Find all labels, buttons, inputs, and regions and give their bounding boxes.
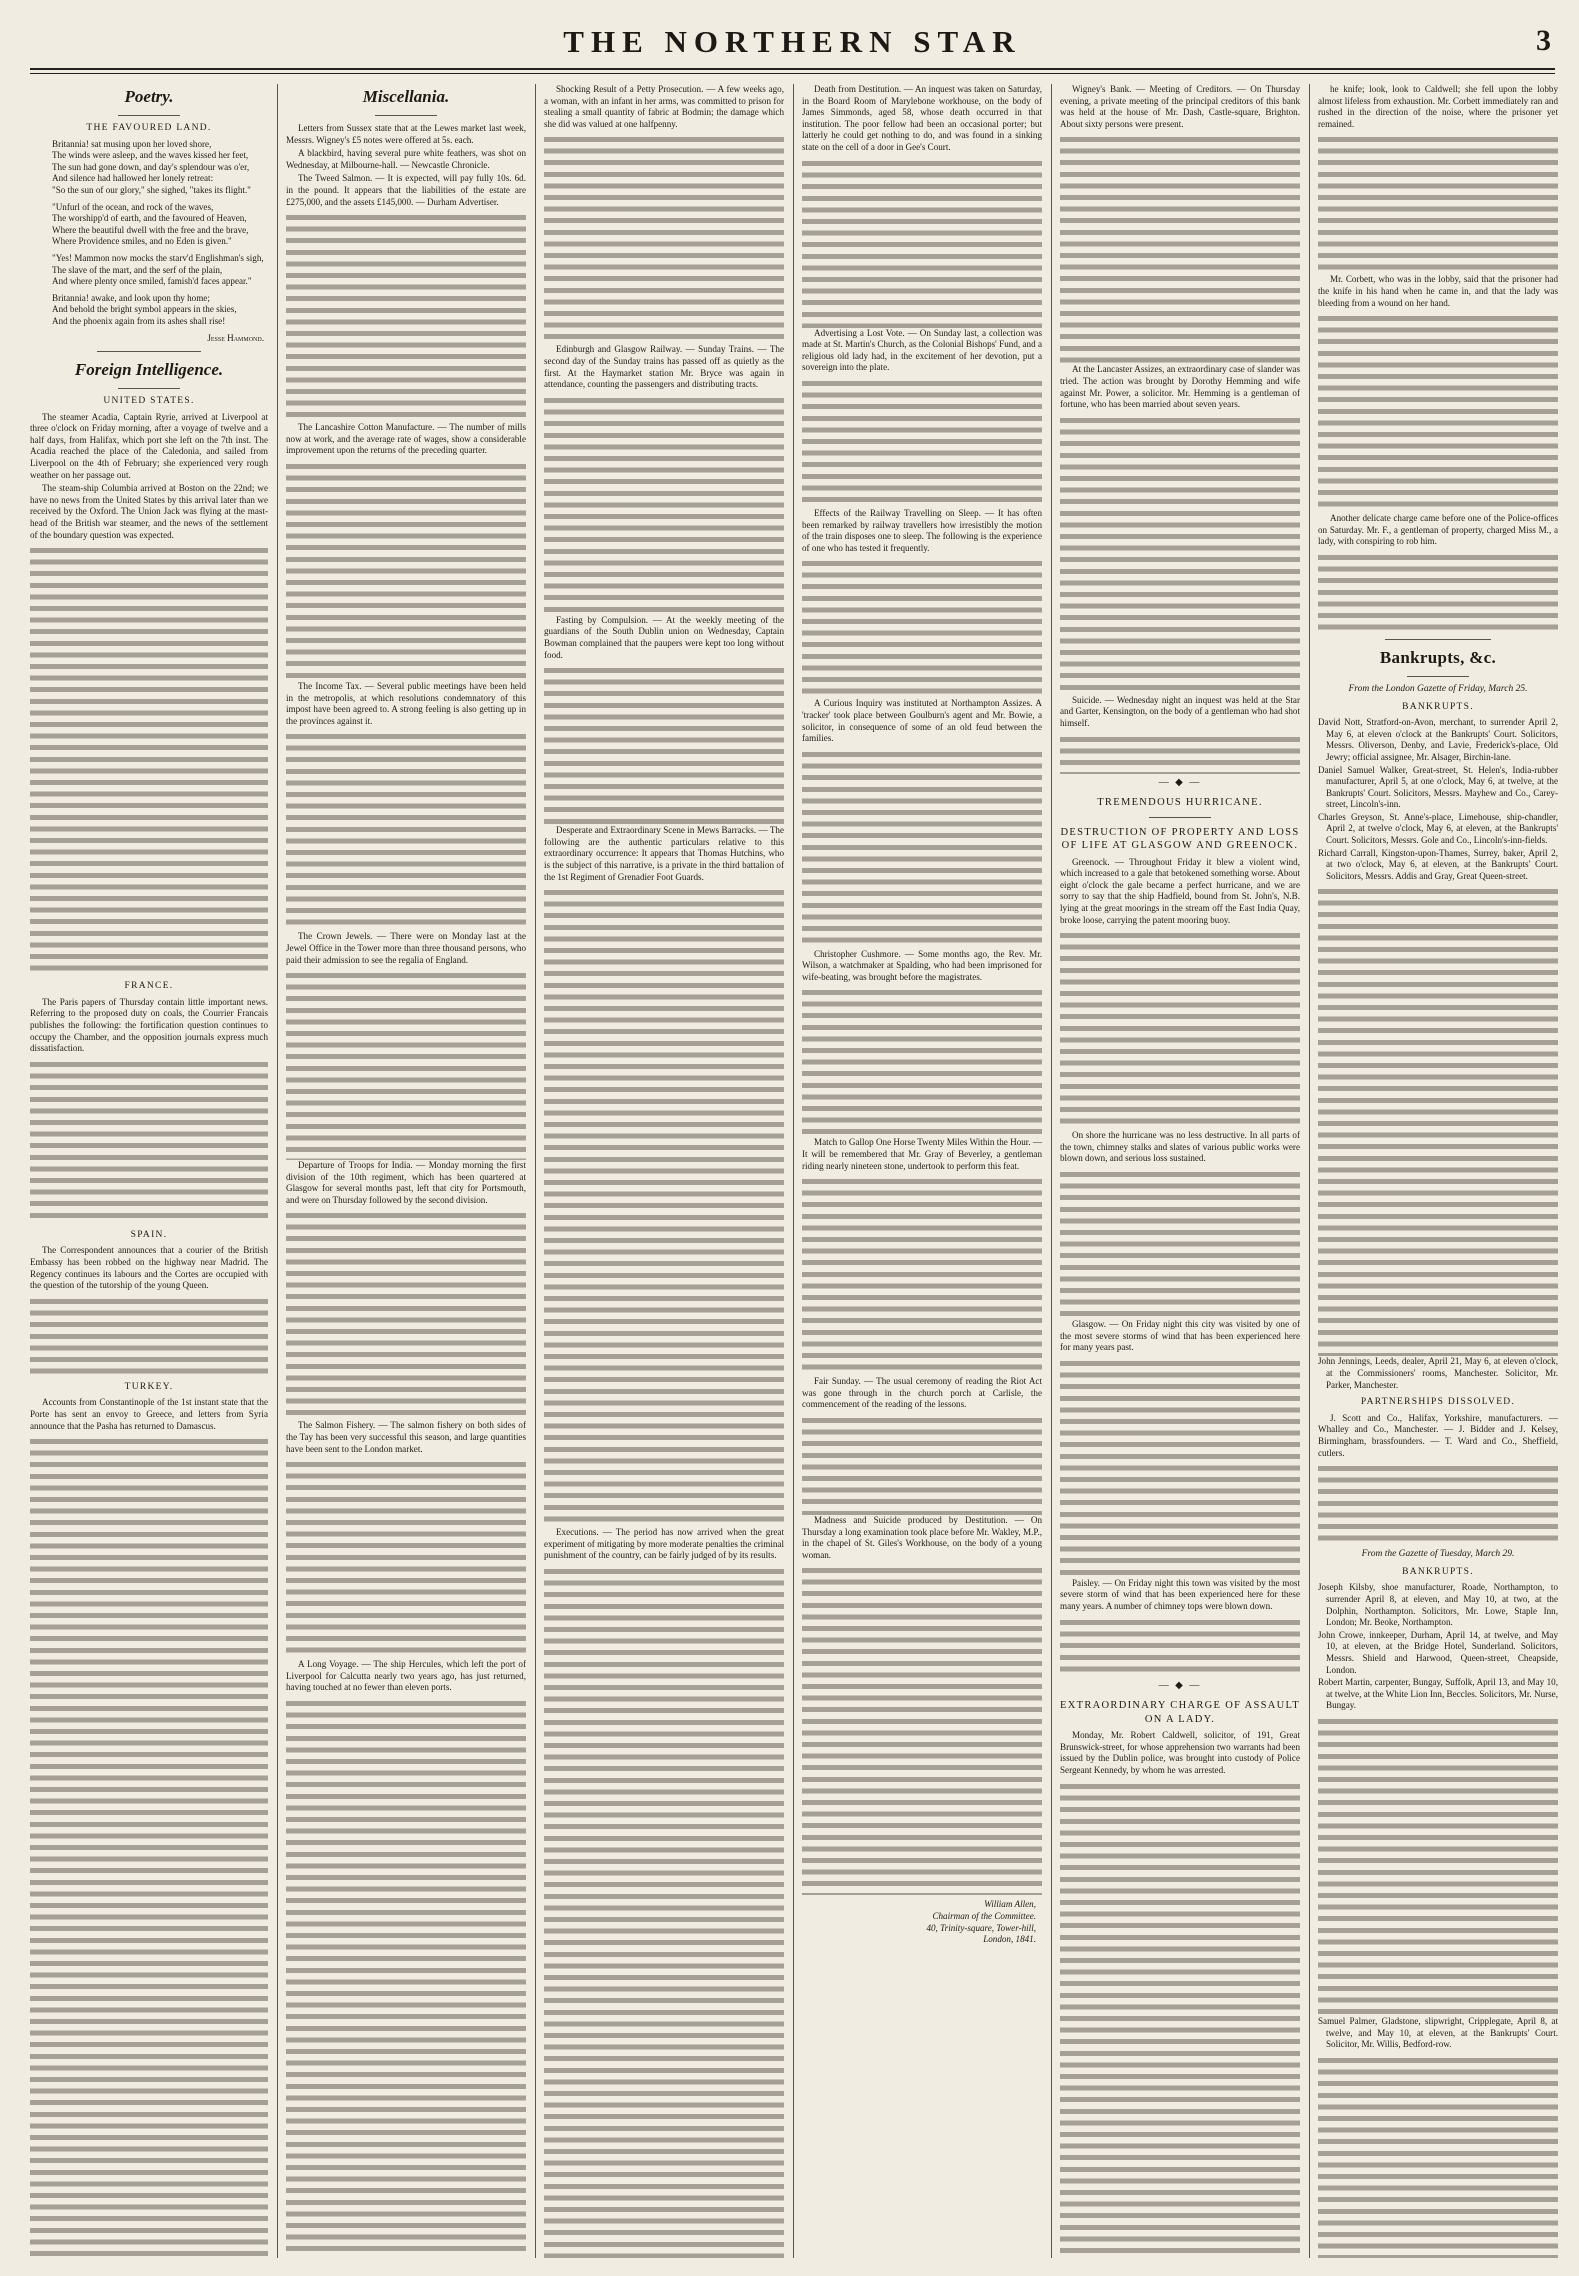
body-text-block bbox=[802, 1565, 1042, 1895]
body-text-block bbox=[802, 749, 1042, 949]
masthead bbox=[30, 0, 1555, 78]
news-item: Match to Gallop One Horse Twenty Miles Within the Hour. — It will be remembered that Mr. Gray of Beverley, a gentleman riding nearly nineteen stone, undertook to perform this feat. bbox=[802, 1137, 1042, 1171]
masthead-rule bbox=[30, 68, 1555, 70]
divider bbox=[118, 388, 180, 389]
article-paragraph: The Correspondent announces that a courier of the British Embassy has been robbed on the highway near Madrid. The Regency continues its labours and the Cortes are occupied with the question of the tutorship of the young Queen. bbox=[30, 1245, 268, 1291]
news-item: Fair Sunday. — The usual ceremony of reading the Riot Act was gone through in the church porch at Carlisle, the commencement of the reading of the lessons. bbox=[802, 1376, 1042, 1410]
column-rule bbox=[793, 84, 794, 2258]
divider bbox=[1149, 817, 1211, 818]
poem-title: THE FAVOURED LAND. bbox=[86, 123, 212, 133]
divider bbox=[118, 115, 180, 116]
news-item: Letters from Sussex state that at the Lewes market last week, Messrs. Wigney's £5 notes were offered at 5s. each. bbox=[286, 123, 526, 145]
bankrupt-entry: Robert Martin, carpenter, Bungay, Suffolk, April 13, and May 10, at twelve, at the White Lion Inn, Beccles. Solicitors, Mr. Nurse, Bungay. bbox=[1318, 1677, 1558, 1711]
news-item: Mr. Corbett, who was in the lobby, said that the prisoner had the knife in his hand when he came in, and that the lady was bleeding from a wound on her hand. bbox=[1318, 274, 1558, 308]
news-item: A Curious Inquiry was instituted at Northampton Assizes. A 'tracker' took place between Goulburn's agent and Mr. Bowie, a solicitor, in consequence of some of an old feud between the families. bbox=[802, 698, 1042, 744]
bankrupt-entry: John Crowe, innkeeper, Durham, April 14, at twelve, and May 10, at eleven, at the Bridge Hotel, Sunderland. Solicitors, Messrs. Shield and Harwood, Queen-street, Cheapside, London. bbox=[1318, 1629, 1558, 1675]
committee-signoff: William Allen, Chairman of the Committee. 40, Trinity-square, Tower-hill, London, 1841. bbox=[926, 1899, 1036, 1945]
news-item: The Salmon Fishery. — The salmon fishery on both sides of the Tay has been very successful this season, and large quantities have been sent to the London market. bbox=[286, 1420, 526, 1454]
news-item: The Income Tax. — Several public meetings have been held in the metropolis, at which resolutions condemnatory of this impost have been agreed to. A strong feeling is also getting up in the provinces against it. bbox=[286, 680, 526, 726]
body-text-block bbox=[30, 1436, 268, 2258]
news-item: Desperate and Extraordinary Scene in Mews Barracks. — The following are the authentic particulars relative to this extraordinary occurrence: It appears that Thomas Hutchins, who is the subject of this narrative, is a private in the third battalion of the 1st Regiment of Grenadier Foot Guards. bbox=[544, 825, 784, 882]
poem-stanza: Britannia! sat musing upon her loved shore, The winds were asleep, and the waves kissed her feet, The sun had gone down, and day's splendour was o'er, And silence had hallowed her lonely retreat: "So the sun of our glory," she sighed, "takes its flight." bbox=[52, 138, 251, 195]
news-item: Greenock. — Throughout Friday it blew a violent wind, which increased to a gale that betokened something worse. About eight o'clock the gale became a perfect hurricane, and we are sorry to say that the ship Hadfield, bound from St. John's, N.B. lying at the great moorings in the stream off the East India Quay, broke loose, carrying the patent mooring buoy. bbox=[1060, 856, 1300, 925]
bankrupt-entry: Richard Carrall, Kingston-upon-Thames, Surrey, baker, April 2, at two o'clock, May 6, at eleven, at the Bankrupts' Court. Solicitors, Messrs. Addis and Gray, Great Queen-street. bbox=[1318, 847, 1558, 881]
column-3 bbox=[544, 84, 784, 2258]
body-text-block bbox=[30, 545, 268, 975]
gazette-date-tuesday: From the Gazette of Tuesday, March 29. bbox=[1361, 1549, 1515, 1560]
news-item: Christopher Cushmore. — Some months ago, the Rev. Mr. Wilson, a watchmaker at Spalding, who had been imprisoned for wife-beating, was brought before the magistrates. bbox=[802, 948, 1042, 982]
article-paragraph: The steam-ship Columbia arrived at Boston on the 22nd; we have no news from the United States by this arrival later than we received by the Oxford. The Union Jack was flying at the mast-head of the British war steamer, and the news of the settlement of the boundary question was expected. bbox=[30, 483, 268, 540]
body-text-block bbox=[286, 1210, 526, 1420]
body-text-block bbox=[802, 1415, 1042, 1515]
news-item: Suicide. — Wednesday night an inquest was held at the Star and Garter, Kensington, on the body of a gentleman who had shot himself. bbox=[1060, 694, 1300, 728]
bankrupts-heading: Bankrupts, &c. bbox=[1379, 647, 1497, 667]
poem-stanza: "Unfurl of the ocean, and rock of the waves, The worshipp'd of earth, and the favoured of Heaven, Where the beautiful dwell with the free and the brave, Where Providence smiles, and no Eden is given." bbox=[52, 201, 249, 247]
news-item: Advertising a Lost Vote. — On Sunday last, a collection was made at St. Martin's Church, as the Colonial Bishops' Fund, and a religious old lady had, in the excitement of her devotion, put a sovereign into the plate. bbox=[802, 327, 1042, 373]
news-item: On shore the hurricane was no less destructive. In all parts of the town, chimney stalks and slates of various public works were blown down, and serious loss sustained. bbox=[1060, 1130, 1300, 1164]
body-text-block bbox=[802, 378, 1042, 508]
news-item: Madness and Suicide produced by Destitution. — On Thursday a long examination took place before Mr. Wakley, M.P., in the chapel of St. Giles's Workhouse, on the body of a young woman. bbox=[802, 1515, 1042, 1560]
body-text-block bbox=[286, 731, 526, 931]
section-heading-france: FRANCE. bbox=[124, 981, 174, 992]
body-text-block bbox=[1318, 886, 1558, 1356]
news-item: Monday, Mr. Robert Caldwell, solicitor, of 191, Great Brunswick-street, for whose apprehension two warrants had been issued by the Dublin police, was brought into custody of Police Sergeant Kennedy, by whom he was arrested. bbox=[1060, 1730, 1300, 1775]
bankrupt-entry: David Nott, Stratford-on-Avon, merchant, to surrender April 2, May 6, at eleven o'clock at the Bankrupts' Court. Solicitors, Messrs. Oliverson, Denby, and Lavie, Frederick's-place, Old Jewry; official assignee, Mr. Alsager, Birchin-lane. bbox=[1318, 717, 1558, 762]
news-item: Shocking Result of a Petty Prosecution. — A few weeks ago, a woman, with an infant in her arms, was committed to prison for stealing a small quantity of fabric at Bodmin; the damage which she did was valued at one halfpenny. bbox=[544, 84, 784, 129]
column-2 bbox=[286, 84, 526, 2258]
body-text-block bbox=[1060, 134, 1300, 364]
body-text-block bbox=[1318, 1463, 1558, 1543]
poem-signature: Jesse Hammond. bbox=[207, 332, 264, 343]
body-text-block bbox=[1060, 1781, 1300, 2259]
divider bbox=[1385, 639, 1491, 640]
body-text-block bbox=[286, 1459, 526, 1659]
gazette-date-friday: From the London Gazette of Friday, March 25. bbox=[1348, 683, 1528, 694]
news-item: The Lancashire Cotton Manufacture. — The number of mills now at work, and the average rate of wages, show a considerable improvement upon the returns of the preceding quarter. bbox=[286, 422, 526, 456]
news-item: Death from Destitution. — An inquest was taken on Saturday, in the Board Room of Marylebone workhouse, on the body of James Simmonds, aged 58, whose death occurred in that institution. The poor fellow had been an occasional porter; but latterly he could get nothing to do, and was found in a sinking state on the cell of a door in Gee's Court. bbox=[802, 84, 1042, 152]
news-item: A blackbird, having several pure white feathers, was shot on Wednesday, at Milbourne-hall. — Newcastle Chronicle. bbox=[286, 148, 526, 170]
body-text-block bbox=[286, 970, 526, 1160]
masthead-rule-thin bbox=[30, 73, 1555, 74]
body-text-block bbox=[1060, 930, 1300, 1130]
partnerships-text: J. Scott and Co., Halifax, Yorkshire, manufacturers. — Whalley and Co., Manchester. — J. Bidder and J. Kelsey, Birmingham, brassfounders. — T. Ward and Co., Sheffield, cutlers. bbox=[1318, 1412, 1558, 1458]
poem-stanza: Britannia! awake, and look upon thy home; And behold the bright symbol appears in the skies, And the phoenix again from its ashes shall rise! bbox=[52, 292, 237, 326]
body-text-block bbox=[1318, 134, 1558, 274]
body-text-block bbox=[1318, 552, 1558, 632]
column-rule bbox=[1051, 84, 1052, 2258]
body-text-block bbox=[1318, 313, 1558, 513]
hurricane-subheading: DESTRUCTION OF PROPERTY AND LOSS OF LIFE AT GLASGOW AND GREENOCK. bbox=[1060, 826, 1300, 852]
body-text-block bbox=[286, 461, 526, 681]
foreign-intelligence-heading: Foreign Intelligence. bbox=[74, 360, 224, 380]
bankrupt-entry: Daniel Samuel Walker, Great-street, St. Helen's, India-rubber manufacturer, April 5, at one o'clock, May 6, at twelve, at the Bankrupts' Court. Solicitors, Messrs. Mayhew and Co., Carey-street, Lincoln's-inn. bbox=[1318, 764, 1558, 810]
news-item: The Crown Jewels. — There were on Monday last at the Jewel Office in the Tower more than three thousand persons, who paid their admission to see the regalia of England. bbox=[286, 931, 526, 965]
body-text-block bbox=[1060, 415, 1300, 695]
body-text-block bbox=[30, 1296, 268, 1376]
assault-heading: EXTRAORDINARY CHARGE OF ASSAULT ON A LADY. bbox=[1060, 1700, 1300, 1725]
body-text-block bbox=[544, 665, 784, 825]
news-item: Edinburgh and Glasgow Railway. — Sunday Trains. — The second day of the Sunday trains has passed off as quietly as the first. At the Haymarket station Mr. Bryce was again in attendance, counting the passengers and distributing tracts. bbox=[544, 344, 784, 390]
body-text-block bbox=[544, 134, 784, 344]
divider bbox=[1407, 676, 1469, 677]
divider bbox=[375, 115, 437, 116]
news-item: Departure of Troops for India. — Monday morning the first division of the 10th regiment, which has been quartered at Glasgow for several months past, left that city for Portsmouth, and were on Thursday followed by the second division. bbox=[286, 1160, 526, 1205]
body-text-block bbox=[1318, 1716, 1558, 2016]
news-item: Executions. — The period has now arrived when the great experiment of mitigating by more moderate penalties the criminal punishment of the country, can be fairly judged of by its results. bbox=[544, 1527, 784, 1561]
section-heading-united-states: UNITED STATES. bbox=[103, 396, 195, 407]
body-text-block bbox=[30, 1059, 268, 1224]
body-text-block bbox=[802, 987, 1042, 1137]
ornamental-divider: — ◆ — bbox=[1158, 776, 1202, 788]
body-text-block bbox=[802, 558, 1042, 698]
news-item: Fasting by Compulsion. — At the weekly meeting of the guardians of the South Dublin union on Wednesday, Captain Bowman complained that the paupers were kept too long without food. bbox=[544, 614, 784, 660]
news-item: Glasgow. — On Friday night this city was visited by one of the most severe storms of wind that has been experienced here for many years past. bbox=[1060, 1318, 1300, 1353]
page-number: 3 bbox=[1536, 24, 1551, 57]
news-item: The Tweed Salmon. — It is expected, will pay fully 10s. 6d. in the pound. It appears that the liabilities of the estate are £275,000, and the assets £145,000. — Durham Advertiser. bbox=[286, 173, 526, 207]
column-5 bbox=[1060, 84, 1300, 2258]
news-item: A Long Voyage. — The ship Hercules, which left the port of Liverpool for Calcutta nearly two years ago, has just returned, having touched at no fewer than eleven ports. bbox=[286, 1659, 526, 1693]
column-6 bbox=[1318, 84, 1558, 2258]
body-text-block bbox=[286, 212, 526, 422]
ornamental-divider: — ◆ — bbox=[1158, 1679, 1202, 1691]
article-paragraph: The steamer Acadia, Captain Ryrie, arrived at Liverpool at three o'clock on Friday morning, after a voyage of twelve and a half days, from Halifax, which port she left on the 7th inst. The Acadia reached the place of the Caledonia, and sailed from Liverpool on the 4th of February; she experienced very rough weather on her passage out. bbox=[30, 411, 268, 480]
news-item: At the Lancaster Assizes, an extraordinary case of slander was tried. The action was brought by Dorothy Hemming and wife against Mr. Power, a solicitor. Mr. Hemming is a gentleman of fortune, who has been married about seven years. bbox=[1060, 364, 1300, 410]
bankrupt-entry: John Jennings, Leeds, dealer, April 21, May 6, at eleven o'clock, at the Commissioners' rooms, Manchester. Solicitor, Mr. Parker, Manchester. bbox=[1318, 1356, 1558, 1390]
news-item: Effects of the Railway Travelling on Sleep. — It has often been remarked by railway travellers how irresistibly the motion of the train disposes one to sleep. The following is the experience of one who has tested it frequently. bbox=[802, 507, 1042, 553]
body-text-block bbox=[802, 158, 1042, 328]
article-paragraph: Accounts from Constantinople of the 1st instant state that the Porte has sent an envoy to Greece, and letters from Syria announce that the Pasha has returned to Damascus. bbox=[30, 1397, 268, 1431]
article-paragraph: The Paris papers of Thursday contain little important news. Referring to the proposed duty on coals, the Courrier Francais publishes the following: the fortification question continues to occupy the Chamber, and the opposition journals express much dissatisfaction. bbox=[30, 996, 268, 1054]
body-text-block bbox=[1060, 1169, 1300, 1319]
miscellania-heading: Miscellania. bbox=[362, 87, 450, 106]
bankrupts-label: BANKRUPTS. bbox=[1402, 1566, 1474, 1577]
section-heading-turkey: TURKEY. bbox=[124, 1381, 174, 1392]
column-rule bbox=[277, 84, 278, 2258]
column-4 bbox=[802, 84, 1042, 2258]
column-1 bbox=[30, 84, 268, 2258]
body-text-block bbox=[1060, 734, 1300, 774]
poetry-heading: Poetry. bbox=[124, 87, 174, 106]
section-heading-spain: SPAIN. bbox=[130, 1229, 168, 1240]
poem-stanza: "Yes! Mammon now mocks the starv'd Englishman's sigh, The slave of the mart, and the serf of the plain, And where plenty once smiled, famish'd faces appear." bbox=[52, 252, 264, 287]
news-item: he knife; look, look to Caldwell; she fell upon the lobby almost lifeless from exhaustion. Mr. Corbett immediately ran and rushed in the direction of the noise, where the prisoner yet remained. bbox=[1318, 84, 1558, 129]
column-rule bbox=[535, 84, 536, 2258]
body-text-block bbox=[1060, 1358, 1300, 1578]
news-item: Another delicate charge came before one of the Police-offices on Saturday. Mr. F., a gentleman of property, charged Miss M., a lady, with conspiring to rob him. bbox=[1318, 513, 1558, 547]
newspaper-title: THE NORTHERN STAR bbox=[563, 24, 1022, 59]
news-item: Wigney's Bank. — Meeting of Creditors. — On Thursday evening, a private meeting of the principal creditors of this bank was held at the house of Mr. Dash, Castle-square, Brighton. About sixty persons were present. bbox=[1060, 84, 1300, 129]
partnerships-label: PARTNERSHIPS DISSOLVED. bbox=[1360, 1397, 1516, 1408]
bankrupts-label: BANKRUPTS. bbox=[1402, 701, 1474, 712]
body-text-block bbox=[1318, 2055, 1558, 2258]
body-text-block bbox=[1060, 1617, 1300, 1677]
bankrupt-entry: Samuel Palmer, Gladstone, slipwright, Cripplegate, April 8, at twelve, and May 10, at eleven, at the Bankrupts' Court. Solicitor, Mr. Willis, Bedford-row. bbox=[1318, 2015, 1558, 2050]
body-text-block bbox=[286, 1698, 526, 2258]
divider bbox=[97, 351, 202, 352]
news-item: Paisley. — On Friday night this town was visited by the most severe storm of wind that has been experienced here for these many years. A number of chimney tops were blown down. bbox=[1060, 1577, 1300, 1611]
hurricane-heading: TREMENDOUS HURRICANE. bbox=[1097, 797, 1263, 809]
body-text-block bbox=[544, 887, 784, 1527]
bankrupt-entry: Joseph Kilsby, shoe manufacturer, Roade, Northampton, to surrender April 8, at eleven, and May 10, at two, at the Dolphin, Northampton. Solicitors, Mr. Lowe, Staple Inn, London; Mr. Beoke, Northampton. bbox=[1318, 1582, 1558, 1628]
column-rule bbox=[1309, 84, 1310, 2258]
body-text-block bbox=[544, 395, 784, 615]
bankrupt-entry: Charles Greyson, St. Anne's-place, Limehouse, ship-chandler, April 2, at twelve o'clock, May 6, at eleven, at the Bankrupts' Court. Solicitors, Messrs. Gole and Co., Lincoln's-inn-fields. bbox=[1318, 811, 1558, 846]
body-text-block bbox=[544, 1566, 784, 2258]
body-text-block bbox=[802, 1176, 1042, 1376]
